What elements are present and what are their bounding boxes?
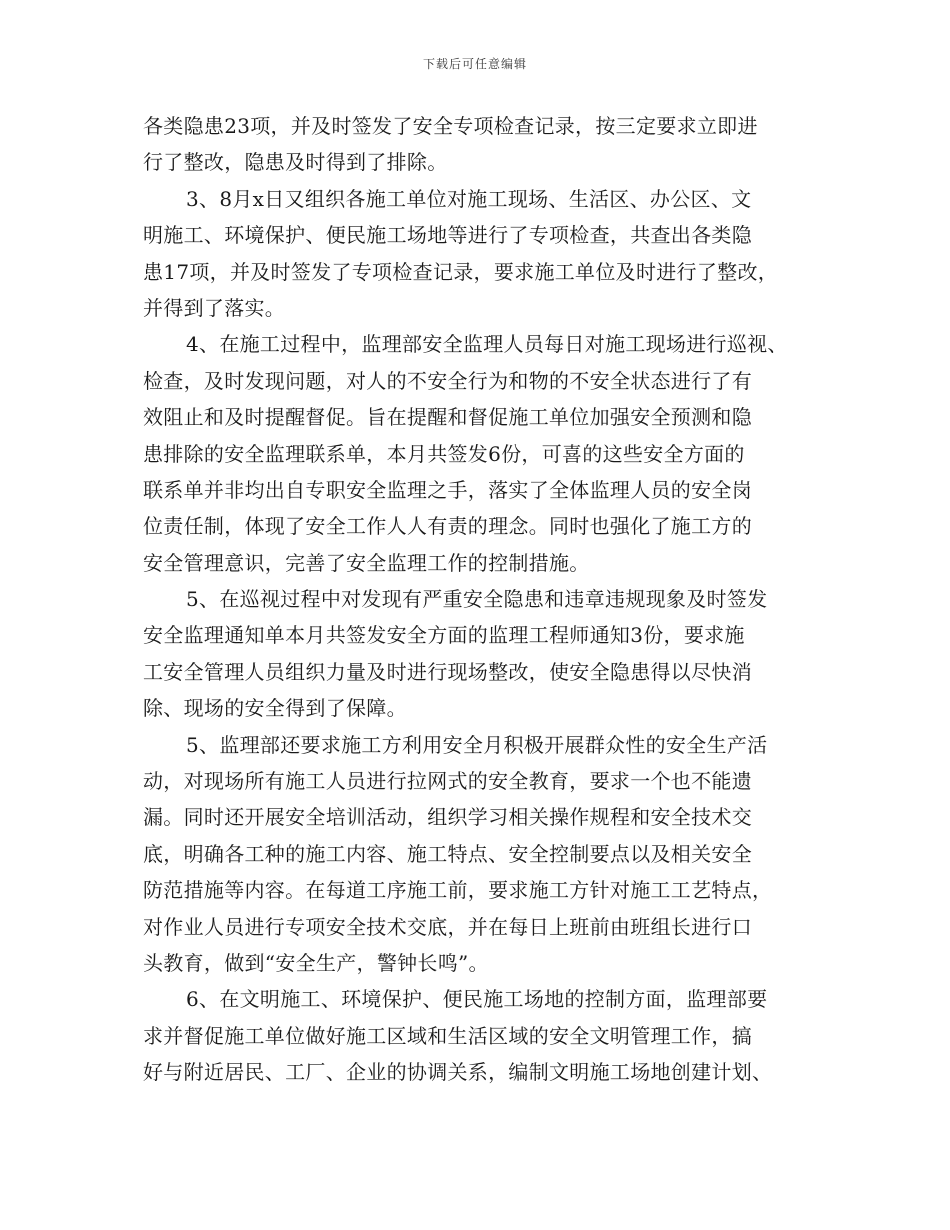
text-line: 5、监理部还要求施工方利用安全月积极开展群众性的安全生产活 — [186, 732, 768, 757]
text-line: 求并督促施工单位做好施工区域和生活区域的安全文明管理工作，搞 — [143, 1023, 752, 1048]
page-header: 下载后可任意编辑 — [422, 57, 527, 71]
text-line: 动，对现场所有施工人员进行拉网式的安全教育，要求一个也不能遗 — [143, 769, 752, 794]
text-line: 位责任制，体现了安全工作人人有责的理念。同时也强化了施工方的 — [143, 514, 752, 539]
text-line: 4、在施工过程中，监理部安全监理人员每日对施工现场进行巡视、 — [186, 332, 788, 357]
text-line: 3、8月x日又组织各施工单位对施工现场、生活区、办公区、文 — [186, 186, 752, 211]
text-line: 漏。同时还开展安全培训活动，组织学习相关操作规程和安全技术交 — [143, 805, 752, 830]
text-line: 患17项，并及时签发了专项检查记录，要求施工单位及时进行了整改， — [143, 259, 779, 284]
text-line: 头教育，做到“安全生产，警钟长鸣”。 — [143, 950, 489, 975]
document-body — [143, 108, 813, 1091]
text-line: 安全管理意识，完善了安全监理工作的控制措施。 — [143, 550, 590, 575]
text-line: 各类隐患23项，并及时签发了安全专项检查记录，按三定要求立即进 — [143, 114, 758, 138]
text-line: 患排除的安全监理联系单，本月共签发6份，可喜的这些安全方面的 — [143, 441, 745, 466]
text-line: 对作业人员进行专项安全技术交底，并在每日上班前由班组长进行口 — [143, 914, 752, 939]
text-line: 行了整改，隐患及时得到了排除。 — [143, 150, 448, 175]
text-line: 好与附近居民、工厂、企业的协调关系，编制文明施工场地创建计划、 — [143, 1060, 773, 1085]
text-line: 效阻止和及时提醒督促。旨在提醒和督促施工单位加强安全预测和隐 — [143, 405, 752, 430]
text-line: 明施工、环境保护、便民施工场地等进行了专项检查，共查出各类隐 — [143, 223, 752, 248]
text-line: 5、在巡视过程中对发现有严重安全隐患和违章违规现象及时签发 — [186, 587, 768, 612]
text-line: 除、现场的安全得到了保障。 — [143, 696, 407, 721]
text-line: 底，明确各工种的施工内容、施工特点、安全控制要点以及相关安全 — [143, 841, 752, 866]
text-line: 6、在文明施工、环境保护、便民施工场地的控制方面，监理部要 — [186, 987, 768, 1012]
text-line: 安全监理通知单本月共签发安全方面的监理工程师通知3份，要求施 — [143, 623, 745, 648]
text-line: 工安全管理人员组织力量及时进行现场整改，使安全隐患得以尽快消 — [143, 659, 752, 684]
text-line: 检查，及时发现问题，对人的不安全行为和物的不安全状态进行了有 — [143, 368, 752, 393]
text-line: 联系单并非均出自专职安全监理之手，落实了全体监理人员的安全岗 — [143, 477, 752, 502]
text-line: 并得到了落实。 — [143, 295, 286, 320]
text-line: 防范措施等内容。在每道工序施工前，要求施工方针对施工工艺特点， — [143, 878, 773, 903]
